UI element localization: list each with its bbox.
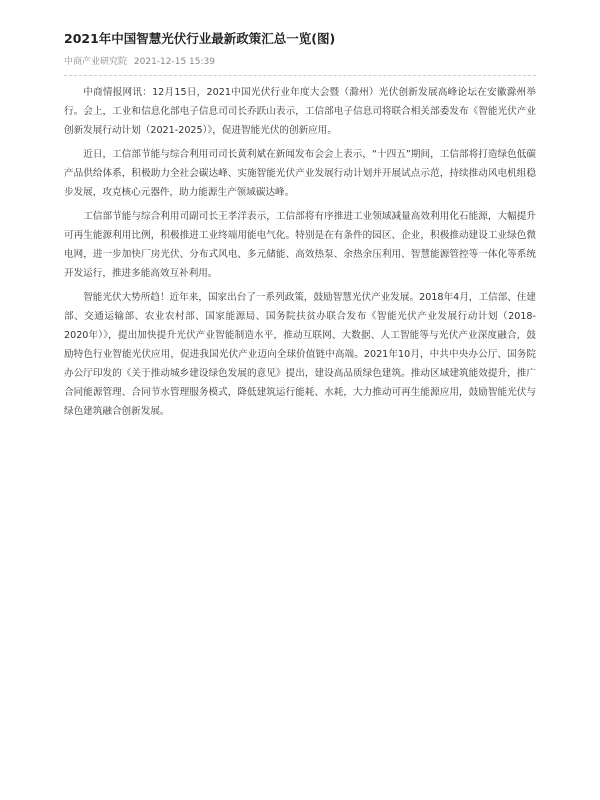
article-source: 中商产业研究院 [64, 57, 128, 67]
article-paragraph: 近日，工信部节能与综合利用司司长黄利斌在新闻发布会会上表示，“十四五”期间，工信部将打造绿色低碳产品供给体系，积极助力全社会碳达峰、实施智能光伏产业发展行动计划并开展试点示范，持续推动风电机组稳步发展，攻克核心元器件，助力能源生产领域碳达峰。 [64, 149, 536, 198]
article-paragraph: 工信部节能与综合利用司副司长王孝洋表示，工信部将有序推进工业领域减量高效利用化石能源，大幅提升可再生能源利用比例，积极推进工业终端用能电气化。特别是在有条件的园区、企业，积极推动建设工业绿色微电网，进一步加快厂房光伏、分布式风电、多元储能、高效热泵、余热余压利用、智慧能源管控等一体化等系统开发运行，推进多能高效互补利用。 [64, 211, 536, 279]
article-body [64, 83, 536, 421]
article-paragraph: 智能光伏大势所趋！近年来，国家出台了一系列政策，鼓励智慧光伏产业发展。2018年4月，工信部、住建部、交通运输部、农业农村部、国家能源局、国务院扶贫办联合发布《智能光伏产业发展行动计划（2018-2020年）》，提出加快提升光伏产业智能制造水平，推动互联网、大数据、人工智能等与光伏产业深度融合，鼓励特色行业智能光伏应用，促进我国光伏产业迈向全球价值链中高端。2021年10月，中共中央办公厅、国务院办公厅印发的《关于推动城乡建设绿色发展的意见》提出，建设高品质绿色建筑。推动区域建筑能效提升，推广合同能源管理、合同节水管理服务模式，降低建筑运行能耗、水耗，大力推动可再生能源应用，鼓励智能光伏与绿色建筑融合创新发展。 [64, 292, 536, 417]
article-paragraph: 中商情报网讯：12月15日，2021中国光伏行业年度大会暨（滁州）光伏创新发展高峰论坛在安徽滁州举行。会上，工业和信息化部电子信息司司长乔跃山表示，工信部电子信息司将联合相关部委发布《智能光伏产业创新发展行动计划（2021-2025）》，促进智能光伏的创新应用。 [64, 87, 536, 136]
article-title: 2021年中国智慧光伏行业最新政策汇总一览(图) [64, 31, 336, 46]
article-meta [64, 56, 536, 76]
article-datetime: 2021-12-15 15:39 [133, 57, 215, 67]
